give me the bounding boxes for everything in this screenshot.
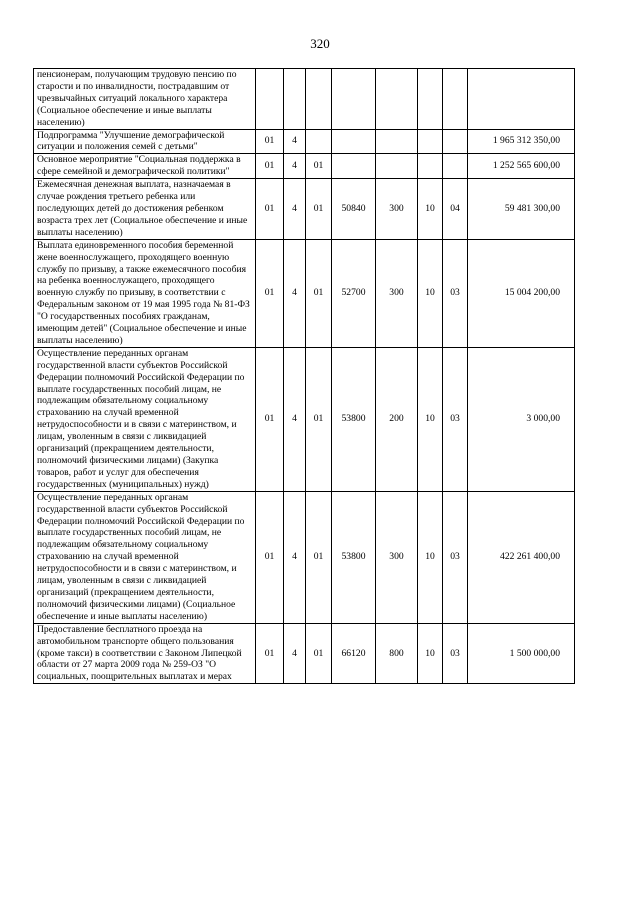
subsection-cell: 03 — [443, 347, 468, 491]
amount-cell: 1 500 000,00 — [468, 623, 575, 684]
section-cell — [418, 129, 443, 154]
activity-code-cell: 01 — [306, 491, 332, 623]
activity-code-cell — [306, 69, 332, 130]
subprogram-code-cell — [284, 69, 306, 130]
table-row — [34, 69, 575, 130]
subprogram-code-cell: 4 — [284, 129, 306, 154]
section-cell: 10 — [418, 179, 443, 240]
subprogram-code-cell: 4 — [284, 179, 306, 240]
expense-type-cell: 800 — [376, 623, 418, 684]
activity-code-cell: 01 — [306, 347, 332, 491]
expense-type-cell: 300 — [376, 491, 418, 623]
section-cell — [418, 69, 443, 130]
section-cell: 10 — [418, 491, 443, 623]
activity-code-cell: 01 — [306, 154, 332, 179]
table-row — [34, 623, 575, 684]
row-name-cell: Предоставление бесплатного проезда на автомобильном транспорте общего пользования (кроме такси) в соответствии с Законом Липецкой области от 27 марта 2009 года № 259-ОЗ "О социальных, поощрительных выплатах и мерах — [34, 623, 256, 684]
subsection-cell: 03 — [443, 491, 468, 623]
page-number: 320 — [310, 36, 330, 51]
subprogram-code-cell: 4 — [284, 154, 306, 179]
section-cell: 10 — [418, 347, 443, 491]
row-name-cell: Осуществление переданных органам государственной власти субъектов Российской Федерации полномочий Российской Федерации по выплате государственных пособий лицам, не подлежащим обязательному социальному страхованию на случай временной нетрудоспособности и в связи с материнством, и лицам, уволенным в связи с ликвидацией организаций (прекращением деятельности, полномочий физическими лицами) (Закупка товаров, работ и услуг для обеспечения государственных (муниципальных) нужд) — [34, 347, 256, 491]
table-row — [34, 491, 575, 623]
program-code-cell: 01 — [256, 491, 284, 623]
activity-code-cell: 01 — [306, 239, 332, 347]
expense-type-cell — [376, 69, 418, 130]
direction-code-cell: 53800 — [332, 491, 376, 623]
row-name-cell: Выплата единовременного пособия беременной жене военнослужащего, проходящего военную службу по призыву, а также ежемесячного пособия на ребенка военнослужащего, проходящего военную службу по призыву, в соответствии с Федеральным законом от 19 мая 1995 года № 81-ФЗ "О государственных пособиях гражданам, имеющим детей" (Социальное обеспечение и иные выплаты населению) — [34, 239, 256, 347]
activity-code-cell — [306, 129, 332, 154]
direction-code-cell: 53800 — [332, 347, 376, 491]
table-row — [34, 154, 575, 179]
subprogram-code-cell: 4 — [284, 623, 306, 684]
table-row — [34, 239, 575, 347]
row-name-cell: пенсионерам, получающим трудовую пенсию по старости и по инвалидности, пострадавшим от чрезвычайных ситуаций локального характера (Социальное обеспечение и иные выплаты населению) — [34, 69, 256, 130]
subsection-cell — [443, 154, 468, 179]
direction-code-cell — [332, 69, 376, 130]
subsection-cell: 03 — [443, 239, 468, 347]
program-code-cell: 01 — [256, 154, 284, 179]
subsection-cell: 03 — [443, 623, 468, 684]
subsection-cell — [443, 129, 468, 154]
table-row — [34, 347, 575, 491]
subprogram-code-cell: 4 — [284, 239, 306, 347]
section-cell — [418, 154, 443, 179]
direction-code-cell — [332, 154, 376, 179]
program-code-cell — [256, 69, 284, 130]
program-code-cell: 01 — [256, 179, 284, 240]
program-code-cell: 01 — [256, 129, 284, 154]
section-cell: 10 — [418, 239, 443, 347]
expense-type-cell: 300 — [376, 239, 418, 347]
amount-cell: 1 252 565 600,00 — [468, 154, 575, 179]
program-code-cell: 01 — [256, 623, 284, 684]
activity-code-cell: 01 — [306, 623, 332, 684]
program-code-cell: 01 — [256, 347, 284, 491]
row-name-cell: Основное мероприятие "Социальная поддержка в сфере семейной и демографической политики" — [34, 154, 256, 179]
section-cell: 10 — [418, 623, 443, 684]
subsection-cell — [443, 69, 468, 130]
activity-code-cell: 01 — [306, 179, 332, 240]
table-body — [34, 69, 575, 684]
amount-cell — [468, 69, 575, 130]
subsection-cell: 04 — [443, 179, 468, 240]
amount-cell: 59 481 300,00 — [468, 179, 575, 240]
expense-type-cell — [376, 154, 418, 179]
table-row — [34, 179, 575, 240]
program-code-cell: 01 — [256, 239, 284, 347]
direction-code-cell: 66120 — [332, 623, 376, 684]
subprogram-code-cell: 4 — [284, 347, 306, 491]
direction-code-cell: 50840 — [332, 179, 376, 240]
amount-cell: 15 004 200,00 — [468, 239, 575, 347]
expense-type-cell: 200 — [376, 347, 418, 491]
amount-cell: 422 261 400,00 — [468, 491, 575, 623]
budget-table — [33, 68, 575, 684]
row-name-cell: Осуществление переданных органам государственной власти субъектов Российской Федерации полномочий Российской Федерации по выплате государственных пособий лицам, не подлежащим обязательному социальному страхованию на случай временной нетрудоспособности и в связи с материнством, и лицам, уволенным в связи с ликвидацией организаций (прекращением деятельности, полномочий физическими лицами) (Социальное обеспечение и иные выплаты населению) — [34, 491, 256, 623]
amount-cell: 3 000,00 — [468, 347, 575, 491]
direction-code-cell — [332, 129, 376, 154]
expense-type-cell — [376, 129, 418, 154]
row-name-cell: Подпрограмма "Улучшение демографической ситуации и положения семей с детьми" — [34, 129, 256, 154]
direction-code-cell: 52700 — [332, 239, 376, 347]
table-row — [34, 129, 575, 154]
subprogram-code-cell: 4 — [284, 491, 306, 623]
amount-cell: 1 965 312 350,00 — [468, 129, 575, 154]
row-name-cell: Ежемесячная денежная выплата, назначаемая в случае рождения третьего ребенка или последующих детей до достижения ребенком возраста трех лет (Социальное обеспечение и иные выплаты населению) — [34, 179, 256, 240]
expense-type-cell: 300 — [376, 179, 418, 240]
